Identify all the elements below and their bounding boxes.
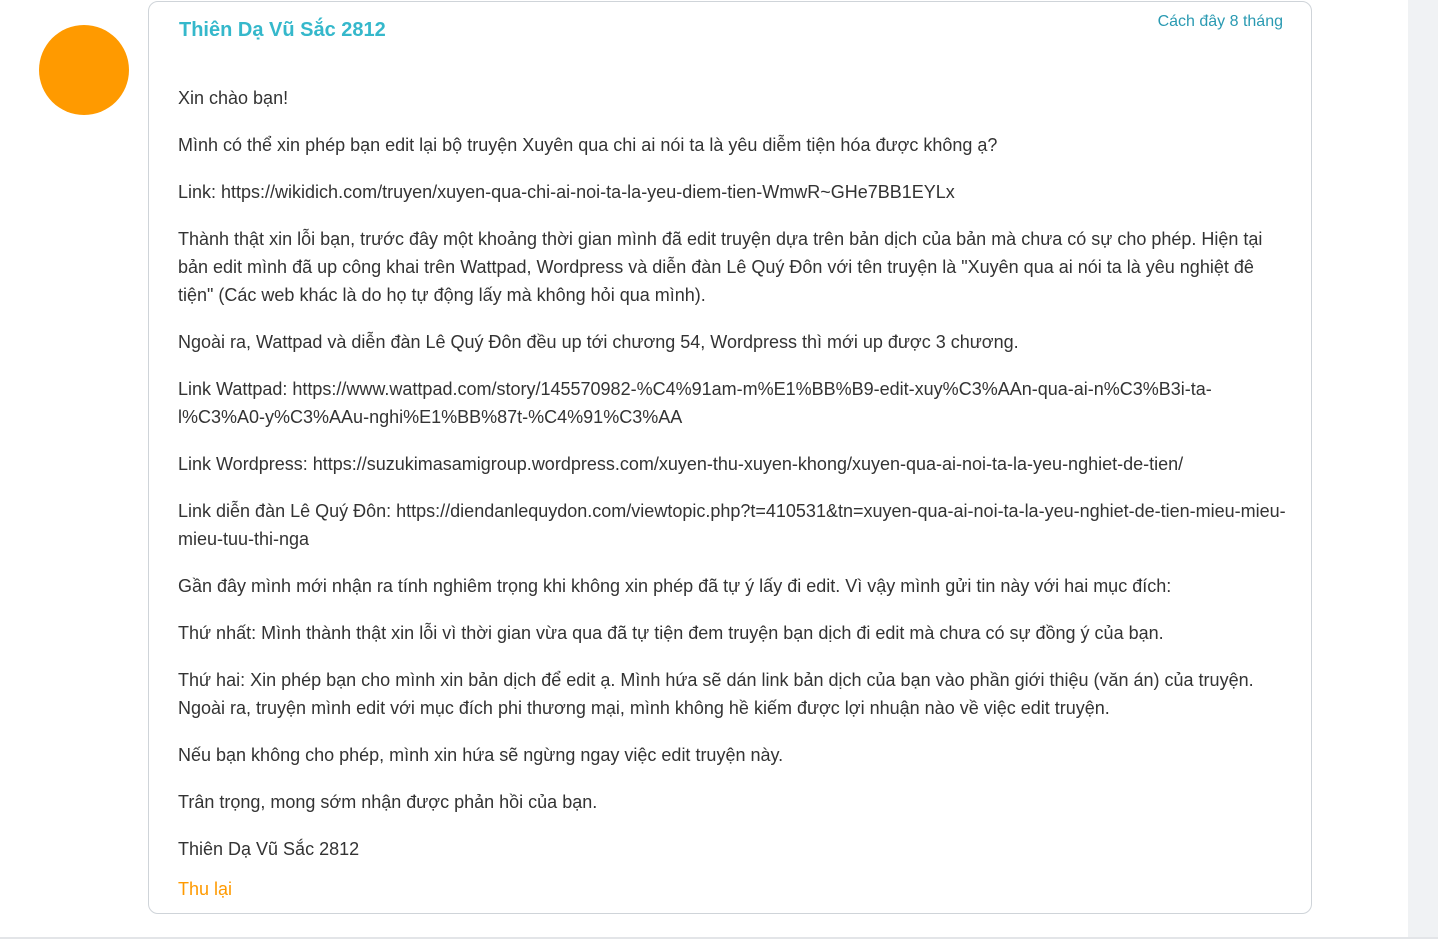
comment-paragraph: Xin chào bạn!: [178, 88, 289, 108]
comment-paragraph: Thứ nhất: Mình thành thật xin lỗi vì thời gian vừa qua đã tự tiện đem truyện bạn dịch đi edit mà chưa có sự đồng ý của bạn.: [178, 623, 1164, 643]
avatar[interactable]: [39, 25, 129, 115]
comment-time[interactable]: Cách đây 8 tháng: [1157, 13, 1283, 30]
comment-paragraph: Ngoài ra, Wattpad và diễn đàn Lê Quý Đôn đều up tới chương 54, Wordpress thì mới up được 3 chương.: [178, 332, 1019, 352]
comment-paragraph: Link Wordpress: https://suzukimasamigroup.wordpress.com/xuyen-thu-xuyen-khong/xuyen-qua-ai-noi-ta-la-yeu-nghiet-de-tien/: [178, 454, 1184, 474]
comment-paragraph: Link: https://wikidich.com/truyen/xuyen-qua-chi-ai-noi-ta-la-yeu-diem-tien-WmwR~GHe7BB1EYLx: [178, 182, 955, 202]
comment-body: [178, 84, 1288, 882]
comment-paragraph: Thiên Dạ Vũ Sắc 2812: [178, 839, 360, 859]
comment-paragraph: Nếu bạn không cho phép, mình xin hứa sẽ ngừng ngay việc edit truyện này.: [178, 745, 784, 765]
collapse-link[interactable]: Thu lại: [178, 879, 233, 899]
comment-paragraph: Gần đây mình mới nhận ra tính nghiêm trọng khi không xin phép đã tự ý lấy đi edit. Vì vậy mình gửi tin này với hai mục đích:: [178, 576, 1172, 596]
comment-card: [148, 1, 1312, 914]
comment-paragraph: Thành thật xin lỗi bạn, trước đây một khoảng thời gian mình đã edit truyện dựa trên bản dịch của bản mà chưa có sự cho phép. Hiện tại bản edit mình đã up công khai trên Wattpad, Wordpress và diễn đàn Lê Quý Đôn với tên truyện là "Xuyên qua ai nói ta là yêu nghiệt đê tiện" (Các web khác là do họ tự động lấy mà không hỏi qua mình).: [178, 229, 1263, 305]
comment-paragraph: Link diễn đàn Lê Quý Đôn: https://diendanlequydon.com/viewtopic.php?t=410531&tn=xuyen-qua-ai-noi-ta-la-yeu-nghiet-de-tien-mieu-mieu-mieu-tuu-thi-nga: [178, 501, 1286, 549]
right-scroll-strip: [1408, 0, 1438, 939]
comment-paragraph: Trân trọng, mong sớm nhận được phản hồi của bạn.: [178, 792, 598, 812]
comment-paragraph: Mình có thể xin phép bạn edit lại bộ truyện Xuyên qua chi ai nói ta là yêu diễm tiện hóa được không ạ?: [178, 135, 998, 155]
comment-author[interactable]: Thiên Dạ Vũ Sắc 2812: [179, 19, 386, 41]
comment-paragraph: Link Wattpad: https://www.wattpad.com/story/145570982-%C4%91am-m%E1%BB%B9-edit-xuy%C3%AAn-qua-ai-n%C3%B3i-ta-l%C3%A0-y%C3%AAu-nghi%E1%BB%87t-%C4%91%C3%AA: [178, 379, 1212, 427]
comment-paragraph: Thứ hai: Xin phép bạn cho mình xin bản dịch để edit ạ. Mình hứa sẽ dán link bản dịch của bạn vào phần giới thiệu (văn án) của truyện. Ngoài ra, truyện mình edit với mục đích phi thương mại, mình không hề kiếm được lợi nhuận nào về việc edit truyện.: [178, 670, 1254, 718]
